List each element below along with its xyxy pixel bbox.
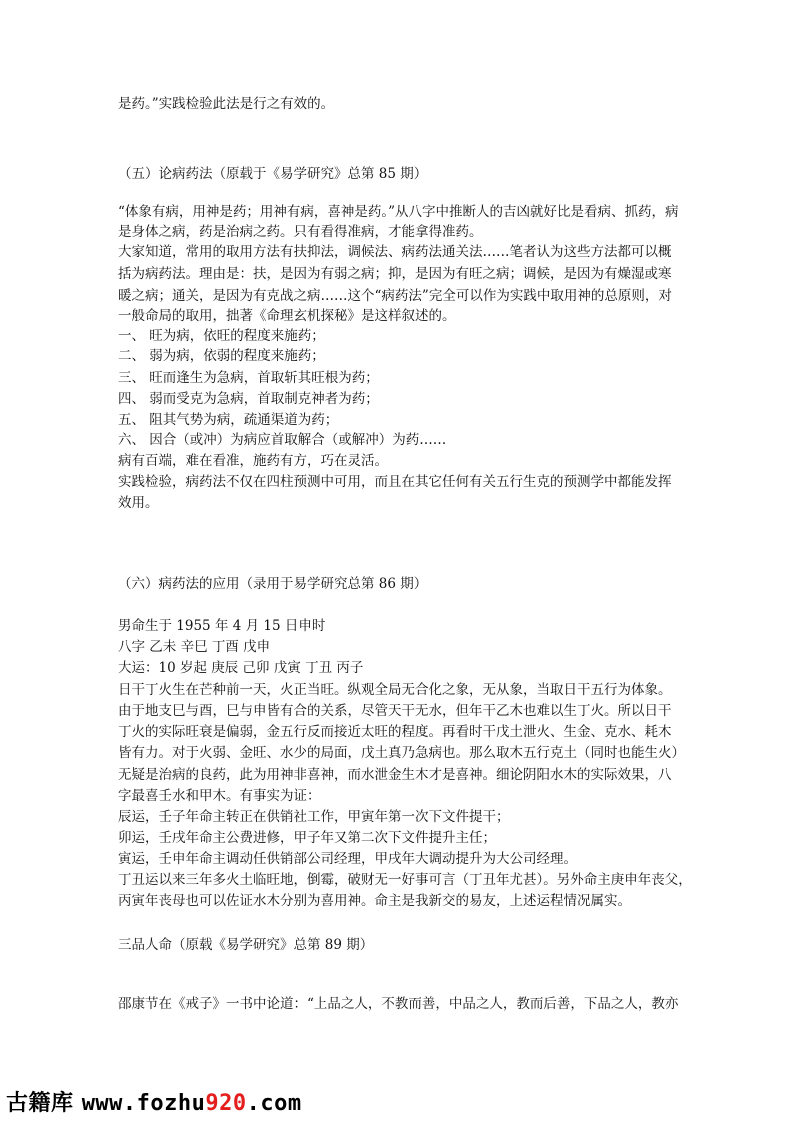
site-url	[82, 1091, 302, 1116]
section-heading: （六）病药法的应用（录用于易学研究总第 86 期）	[118, 576, 428, 592]
text-line: 病有百端，难在看准，施药有方，巧在灵活。	[118, 453, 388, 469]
text-line: “体象有病，用神是药；用神有病，喜神是药。”从八字中推断人的吉凶就好比是看病、抓药，病	[118, 204, 679, 220]
text-line: 由于地支巳与酉，巳与申皆有合的关系，尽管天干无水，但年干乙木也难以生丁火。所以日干	[118, 703, 672, 719]
url-suffix: .com	[246, 1091, 302, 1116]
text-line: 男命生于 1955 年 4 月 15 日申时	[118, 618, 326, 634]
url-number: 920	[205, 1091, 247, 1116]
section-heading: 三品人命（原载《易学研究》总第 89 期）	[118, 937, 374, 953]
section-heading: （五）论病药法（原载于《易学研究》总第 85 期）	[118, 166, 428, 182]
text-line: 无疑是治病的良药，此为用神非喜神，而水泄金生木才是喜神。细论阴阳水木的实际效果，八	[118, 767, 672, 783]
text-line: 丁火的实际旺衰是偏弱，金五行反而接近太旺的程度。再看时干戊土泄火、生金、克水、耗木	[118, 724, 672, 740]
list-item: 六、 因合（或冲）为病应首取解合（或解冲）为药‥‥‥	[118, 432, 447, 448]
text-line: 日干丁火生在芒种前一天，火正当旺。纵观全局无合化之象，无从象，当取日干五行为体象。	[118, 682, 672, 698]
text-line: 卯运，壬戌年命主公费进修，甲子年又第二次下文件提升主任；	[118, 830, 496, 846]
url-prefix: www.fozhu	[81, 1091, 206, 1116]
list-item: 一、 旺为病，依旺的程度来施药；	[118, 328, 325, 344]
text-line: 寅运，壬申年命主调动任供销部公司经理，甲戌年大调动提升为大公司经理。	[118, 851, 577, 867]
text-line: 是身体之病，药是治病之药。只有看得准病，才能拿得准药。	[118, 224, 483, 240]
list-item: 二、 弱为病，依弱的程度来施药；	[118, 348, 325, 364]
text-line: 辰运，壬子年命主转正在供销社工作，甲寅年第一次下文件提干；	[118, 809, 510, 825]
text-line: 皆有力。对于火弱、金旺、水少的局面，戊土真乃急病也。那么取木五行克土（同时也能生火）	[118, 745, 685, 761]
site-name: 古籍库	[6, 1091, 74, 1116]
text-line: 括为病药法。理由是：扶，是因为有弱之病；抑，是因为有旺之病；调候，是因为有燥湿或寒	[118, 266, 672, 282]
text-line: 是药。”实践检验此法是行之有效的。	[118, 96, 335, 112]
text-line: 丁丑运以来三年多火土临旺地，倒霉，破财无一好事可言（丁丑年尤甚）。另外命主庚申年丧父，	[118, 872, 692, 888]
text-line: 大运：10 岁起 庚辰 己卯 戊寅 丁丑 丙子	[118, 660, 364, 676]
text-line: 邵康节在《戒子》一书中论道：“上品之人，不教而善，中品之人，教而后善，下品之人，教亦	[118, 996, 679, 1012]
list-item: 五、 阻其气势为病，疏通渠道为药；	[118, 412, 339, 428]
text-line: 实践检验，病药法不仅在四柱预测中可用，而且在其它任何有关五行生克的预测学中都能发挥	[118, 474, 672, 490]
text-line: 字最喜壬水和甲木。有事实为证：	[118, 788, 321, 804]
text-line: 效用。	[118, 495, 159, 511]
text-line: 暖之病；通关，是因为有克战之病‥‥‥这个“病药法”完全可以作为实践中取用神的总原则，对	[118, 288, 672, 304]
site-watermark	[6, 1086, 302, 1117]
list-item: 三、 旺而逢生为急病，首取斩其旺根为药；	[118, 370, 379, 386]
list-item: 四、 弱而受克为急病，首取制克神者为药；	[118, 391, 379, 407]
text-line: 八字 乙未 辛巳 丁酉 戊申	[118, 639, 271, 655]
text-line: 一般命局的取用，拙著《命理玄机探秘》是这样叙述的。	[118, 308, 456, 324]
text-line: 丙寅年丧母也可以佐证水木分别为喜用神。命主是我新交的易友，上述运程情况属实。	[118, 893, 631, 909]
text-line: 大家知道，常用的取用方法有扶抑法，调候法、病药法通关法‥‥‥笔者认为这些方法都可以概	[118, 244, 672, 260]
